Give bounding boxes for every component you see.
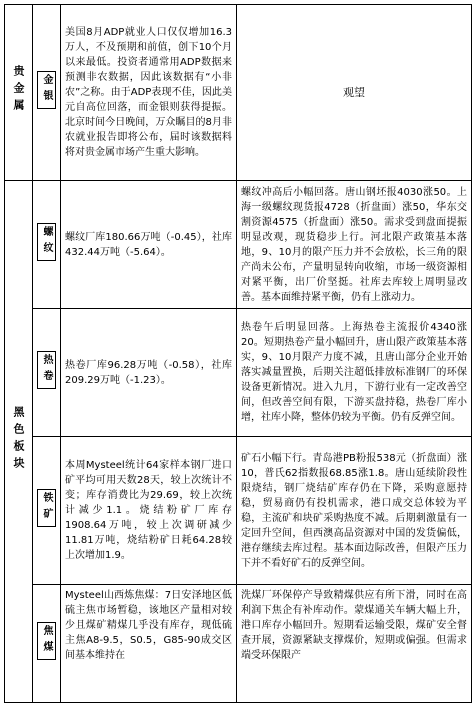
sector-label: 黑色板块 (12, 405, 25, 474)
item-cell-gold-silver (33, 5, 61, 181)
item-label: 焦煤 (37, 622, 56, 660)
view-text-rebar: 螺纹冲高后小幅回落。唐山钢坯报4030涨50。上海一级螺纹现货报4728（折盘面）涨50，华东交割资源4575（折盘面）涨50。需求受到盘面提振明显改观，现货稳步上行。河北限产政策基本落地，9、10月的限产压力并不会放松，长三角的限产尚未公布，产量明显转向收缩，市场一级资源相对紧平衡，出厂价坚挺。社库去库较上周明显改善。基本面维持紧平衡，仍有上涨动力。 (237, 181, 472, 309)
stock-text-rebar: 螺纹厂库180.66万吨（-0.45），社库432.44万吨（-5.64）。 (61, 181, 237, 309)
sector-cell-black (5, 181, 33, 703)
view-text-coking-coal: 洗煤厂环保停产导致精煤供应有所下滑，同时在高利润下焦企有补库动作。蒙煤通关车辆大幅上升，港口库存小幅回升。短期看运输受限，煤矿安全督查开展，资源紧缺支撑煤价，短期或偏强。但需求端受环保限产 (237, 585, 472, 703)
table-row-ore (5, 437, 472, 585)
sector-label: 贵金属 (12, 65, 25, 116)
table-row-coke (5, 585, 472, 703)
table-row-gold (5, 5, 472, 181)
sector-cell-precious-metals (5, 5, 33, 181)
item-label: 金银 (37, 71, 56, 109)
market-commentary-table (4, 4, 472, 703)
stock-text-hrc: 热卷厂库96.28万吨（-0.58），社库209.29万吨（-1.23）。 (61, 309, 237, 437)
stock-text-gold: 美国8月ADP就业人口仅仅增加16.3万人，不及预期和前值，创下10个月以来最低。投资者通常用ADP数据来预测非农数据，因此该数据有“小非农”之称。由于ADP表现不佳，因此美元自高位回落，而金银则获得提振。北京时间今日晚间，万众瞩目的8月非农就业报告即将公布，届时该数据料将对贵金属市场产生重大影响。 (61, 5, 237, 181)
stock-text-ore: 本周Mysteel统计64家样本钢厂进口矿平均可用天数28天，较上次统计不变；库存消费比为29.69，较上次统计减少1.1。烧结粉矿厂库存1908.64万吨，较上次调研减少11.81万吨，烧结粉矿日耗64.28较上次增加1.9。 (61, 437, 237, 585)
table-row-rebar (5, 181, 472, 309)
item-cell-coking-coal (33, 585, 61, 703)
view-text-ore: 矿石小幅下行。青岛港PB粉报538元（折盘面）涨10，普氏62指数报68.85涨1.8。唐山延续阶段性限烧结，钢厂烧结矿库存仍在下降，采购意愿持稳，贸易商仍有投机需求，港口成交总体较为平稳，主流矿和块矿采购热度不减。后期刺激量有一定回升空间，但西澳高品资源对中国的发货偏低，港存继续去库过程。基本面边际改善，但限产压力下并不看好矿石的反弹空间。 (237, 437, 472, 585)
stock-text-coking-coal: Mysteel山西炼焦煤：7日安泽地区低硫主焦市场暂稳，该地区产量相对较少且煤矿精煤几乎没有库存，现低硫主焦A8-9.5，S0.5，G85-90成交区间基本维持在 (61, 585, 237, 703)
item-cell-hrc (33, 309, 61, 437)
view-text-hrc: 热卷午后明显回落。上海热卷主流报价4340涨20。短期热卷产量小幅回升，唐山限产政策基本落实，9、10月限产力度不减，且唐山部分企业开始落实减量置换，后期关注超低排放标准钢厂的环保设备更新情况。进入九月，下游行业有一定改善空间，但改善空间有限，下游买盘持稳，热卷厂库小增，社库小降，整体仍较为平衡。仍有反弹空间。 (237, 309, 472, 437)
item-cell-rebar (33, 181, 61, 309)
item-label: 铁矿 (37, 489, 56, 527)
item-cell-ore (33, 437, 61, 585)
item-label: 螺纹 (37, 223, 56, 261)
item-label: 热卷 (37, 351, 56, 389)
view-text-gold: 观望 (237, 5, 472, 181)
table-row-hrc (5, 309, 472, 437)
